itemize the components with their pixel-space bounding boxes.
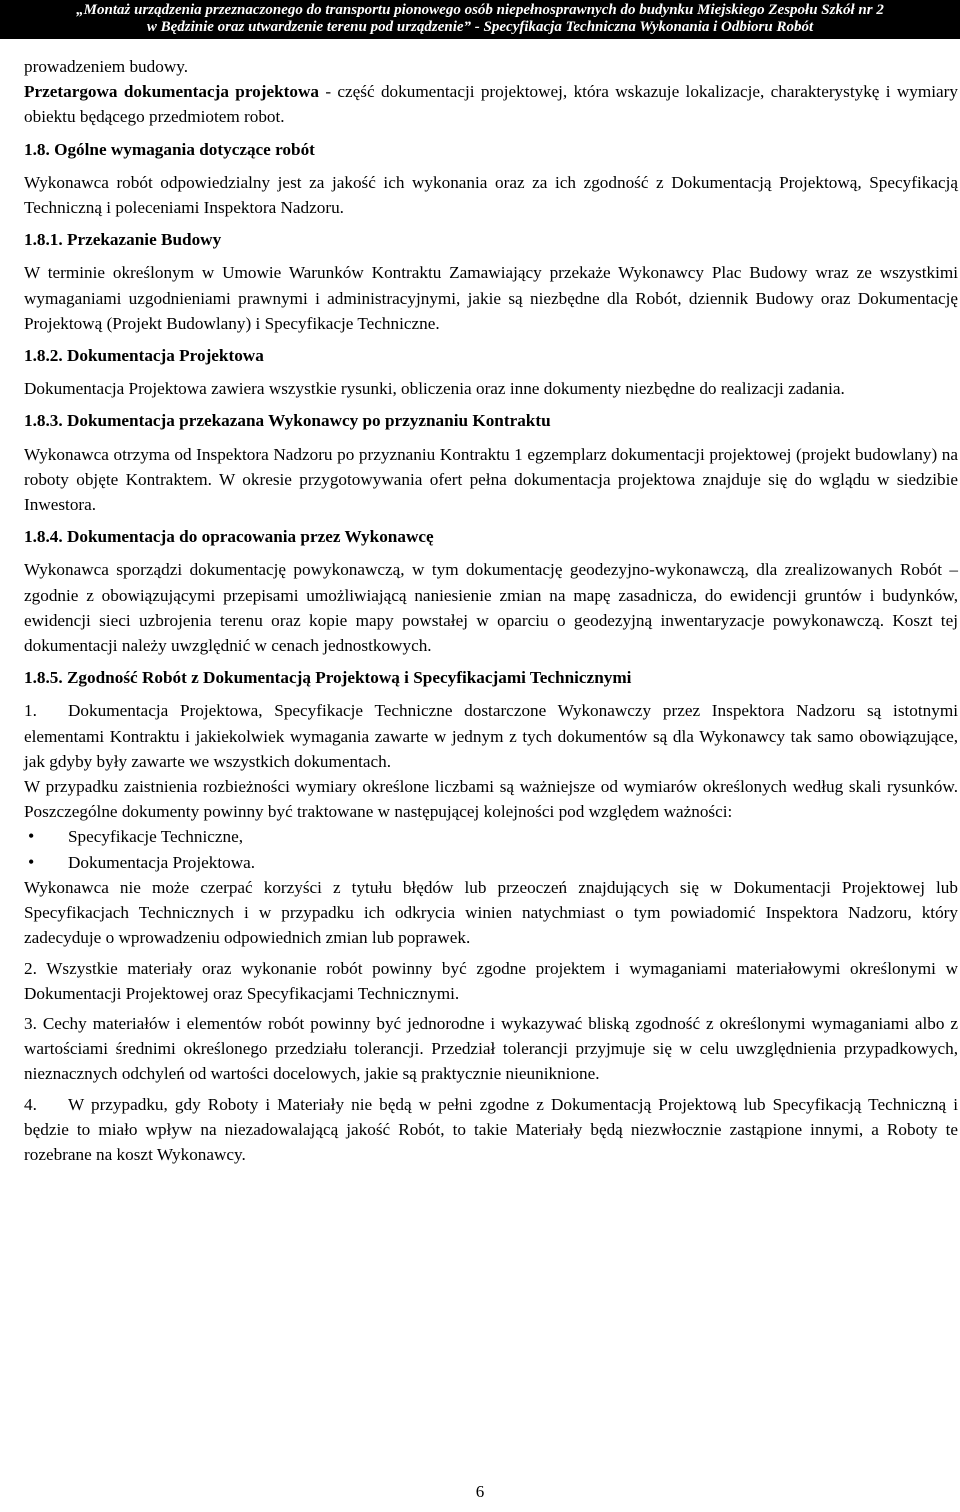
page-number: 6 — [475, 1482, 485, 1501]
section-item-3: 3. Cechy materiałów i elementów robót powinny być jednorodne i wykazywać bliską zgodność z określonymi wymaganiami albo z wartościami średnimi określonego przedziału tolerancji. Przedział tolerancji przyjmuje się w celu uwzględnienia przypadkowych, nieznacznych odchyleń od wartości docelowych, jakie są praktycznie nieuniknione. — [24, 1013, 958, 1084]
section-item-1 — [24, 698, 958, 774]
section-text-1-8: Wykonawca robót odpowiedzialny jest za jakość ich wykonania oraz za ich zgodność z Dokumentacją Projektową, Specyfikacją Techniczną i poleceniami Inspektora Nadzoru. — [24, 172, 958, 218]
section-text-1-8-2: Dokumentacja Projektowa zawiera wszystkie rysunki, obliczenia oraz inne dokumenty niezbędne do realizacji zadania. — [24, 379, 845, 399]
section-heading-1-8-2: 1.8.2. Dokumentacja Projektowa — [24, 346, 264, 366]
list-item: • Dokumentacja Projektowa. — [24, 850, 958, 875]
section-item-1-c: Wykonawca nie może czerpać korzyści z tytułu błędów lub przeoczeń znajdujących się w Dokumentacji Projektowej lub Specyfikacjach Technicznych i w przypadku ich odkrycia winien natychmiast o tym powiadomić Inspektora Nadzoru, który zadecyduje o wprowadzeniu odpowiednich zmian lub poprawek. — [24, 877, 958, 948]
header-line-2: w Będzinie oraz utwardzenie terenu pod urządzenie” - Specyfikacja Techniczna Wykonania i Odbioru Robót — [146, 19, 814, 35]
item-text-1: Dokumentacja Projektowa, Specyfikacje Techniczne dostarczone Wykonawczy przez Inspektora Nadzoru są istotnymi elementami Kontraktu i jakiekolwiek wymagania zawarte w jednym z tych dokumentów są dla Wykonawcy tak samo obowiązujące, jak gdyby były zawarte we wszystkich dokumentach. — [24, 701, 958, 771]
page-content — [24, 54, 958, 1167]
section-text-1-8-4: Wykonawca sporządzi dokumentację powykonawczą, w tym dokumentację geodezyjno-wykonawczą, dla zrealizowanych Robót – zgodnie z obowiązującymi przepisami umożliwiającą naniesienie zmian na mapę zasadnicza, do ewidencji gruntów i budynków, ewidencji sieci uzbrojenia terenu oraz kopie mapy powstałej w oparciu o geodezyjną inwentaryzacje powykonawczą. Koszt tej dokumentacji należy uwzględnić w cenach jednostkowych. — [24, 560, 958, 656]
definition-paragraph — [24, 79, 958, 129]
section-heading-1-8: 1.8. Ogólne wymagania dotyczące robót — [24, 139, 315, 159]
definition-text: - część dokumentacji projektowej, która wskazuje lokalizacje, charakterystykę i wymiary obiektu będącego przedmiotem robot. — [24, 82, 958, 127]
section-heading-1-8-5: 1.8.5. Zgodność Robót z Dokumentacją Projektową i Specyfikacjami Technicznymi — [24, 668, 632, 688]
section-item-2: 2. Wszystkie materiały oraz wykonanie robót powinny być zgodne projektem i wymaganiami materiałowymi określonymi w Dokumentacji Projektowej oraz Specyfikacjami Technicznymi. — [24, 958, 958, 1003]
definition-term: Przetargowa dokumentacja projektowa — [24, 82, 319, 102]
document-header — [0, 0, 960, 39]
item-number-4: 4. — [24, 1094, 37, 1114]
item-text-4: W przypadku, gdy Roboty i Materiały nie będą w pełni zgodne z Dokumentacją Projektową lub Specyfikacją Techniczną i będzie to miało wpływ na niezadowalającą jakość Robót, to takie Materiały będą niezwłocznie zastąpione innymi, a Roboty te rozebrane na koszt Wykonawcy. — [24, 1094, 958, 1164]
section-heading-1-8-4: 1.8.4. Dokumentacja do opracowania przez Wykonawcę — [24, 527, 434, 547]
item-number-1: 1. — [24, 701, 37, 721]
section-heading-1-8-1: 1.8.1. Przekazanie Budowy — [24, 230, 222, 250]
importance-list — [24, 824, 958, 874]
section-text-1-8-3: Wykonawca otrzyma od Inspektora Nadzoru po przyznaniu Kontraktu 1 egzemplarz dokumentacji projektowej (projekt budowlany) na roboty objęte Kontraktem. W okresie przygotowywania ofert pełna dokumentacja projektowa znajduje się do wglądu w siedzibie Inwestora. — [24, 444, 958, 515]
intro-continuation: prowadzeniem budowy. — [24, 57, 189, 76]
list-item: • Specyfikacje Techniczne, — [24, 824, 958, 849]
header-line-1: „Montaż urządzenia przeznaczonego do transportu pionowego osób niepełnosprawnych do budynku Miejskiego Zespołu Szkół nr 2 — [76, 2, 884, 18]
section-item-1-b: W przypadku zaistnienia rozbieżności wymiary określone liczbami są ważniejsze od wymiarów określonych według skali rysunków. Poszczególne dokumenty powinny być traktowane w następującej kolejności pod względem ważności: — [24, 777, 958, 822]
section-text-1-8-1: W terminie określonym w Umowie Warunków Kontraktu Zamawiający przekaże Wykonawcy Plac Budowy wraz ze wszystkimi wymaganiami uzgodnieniami prawnymi i administracyjnymi, jakie są niezbędne dla Robót, dziennik Budowy oraz Dokumentację Projektową (Projekt Budowlany) i Specyfikacje Techniczne. — [24, 263, 958, 333]
section-heading-1-8-3: 1.8.3. Dokumentacja przekazana Wykonawcy po przyznaniu Kontraktu — [24, 411, 551, 431]
section-item-4 — [24, 1092, 958, 1168]
